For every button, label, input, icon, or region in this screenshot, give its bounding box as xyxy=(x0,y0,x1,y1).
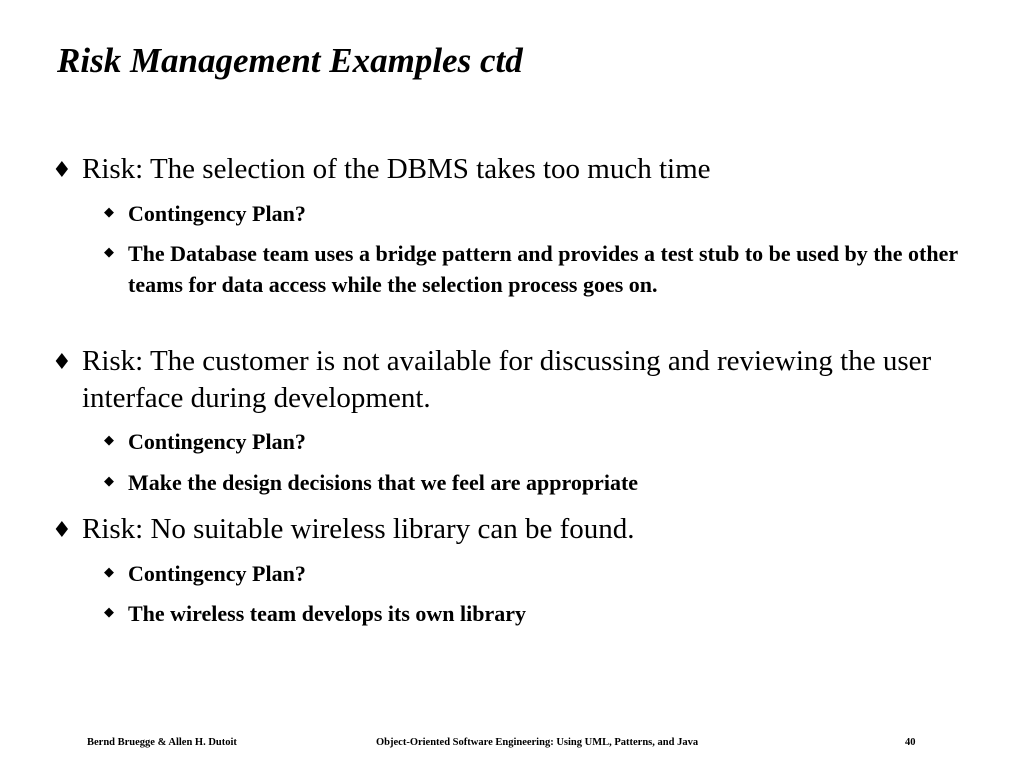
diamond-bullet-icon: ♦ xyxy=(52,158,72,183)
sub-bullet-item-2-1 xyxy=(104,426,958,457)
bullet-text: Risk: No suitable wireless library can be found. xyxy=(82,513,635,545)
diamond-sub-bullet-icon: ◆ xyxy=(104,205,114,220)
footer-page-number: 40 xyxy=(905,737,916,748)
slide-title: Risk Management Examples ctd xyxy=(57,41,523,80)
sub-bullet-text: Make the design decisions that we feel are appropriate xyxy=(128,470,639,495)
diamond-bullet-icon: ♦ xyxy=(52,350,72,375)
sub-bullet-text: The Database team uses a bridge pattern and provides a test stub to be used by the other teams for data access while the selection process goes on. xyxy=(128,241,958,297)
diamond-sub-bullet-icon: ◆ xyxy=(104,474,114,489)
diamond-sub-bullet-icon: ◆ xyxy=(104,565,114,580)
diamond-sub-bullet-icon: ◆ xyxy=(104,245,114,260)
sub-bullet-text: Contingency Plan? xyxy=(128,429,306,454)
diamond-sub-bullet-icon: ◆ xyxy=(104,433,114,448)
sub-bullet-item-3-1 xyxy=(104,558,958,589)
footer-book-title: Object-Oriented Software Engineering: Using UML, Patterns, and Java xyxy=(376,737,699,748)
sub-bullet-item-2-2 xyxy=(104,467,958,498)
sub-bullet-text: The wireless team develops its own library xyxy=(128,601,527,626)
sub-bullet-text: Contingency Plan? xyxy=(128,201,306,226)
footer-authors: Bernd Bruegge & Allen H. Dutoit xyxy=(87,737,237,748)
sub-bullet-item-1-1 xyxy=(104,198,958,229)
bullet-item-3 xyxy=(52,511,962,548)
bullet-text: Risk: The customer is not available for discussing and reviewing the user interface during development. xyxy=(82,345,932,414)
diamond-sub-bullet-icon: ◆ xyxy=(104,605,114,620)
sub-bullet-text: Contingency Plan? xyxy=(128,561,306,586)
sub-bullet-item-3-2 xyxy=(104,598,958,629)
bullet-text: Risk: The selection of the DBMS takes too much time xyxy=(82,153,711,185)
bullet-item-2 xyxy=(52,343,962,417)
diamond-bullet-icon: ♦ xyxy=(52,518,72,543)
sub-bullet-item-1-2 xyxy=(104,238,958,300)
bullet-item-1 xyxy=(52,151,962,188)
